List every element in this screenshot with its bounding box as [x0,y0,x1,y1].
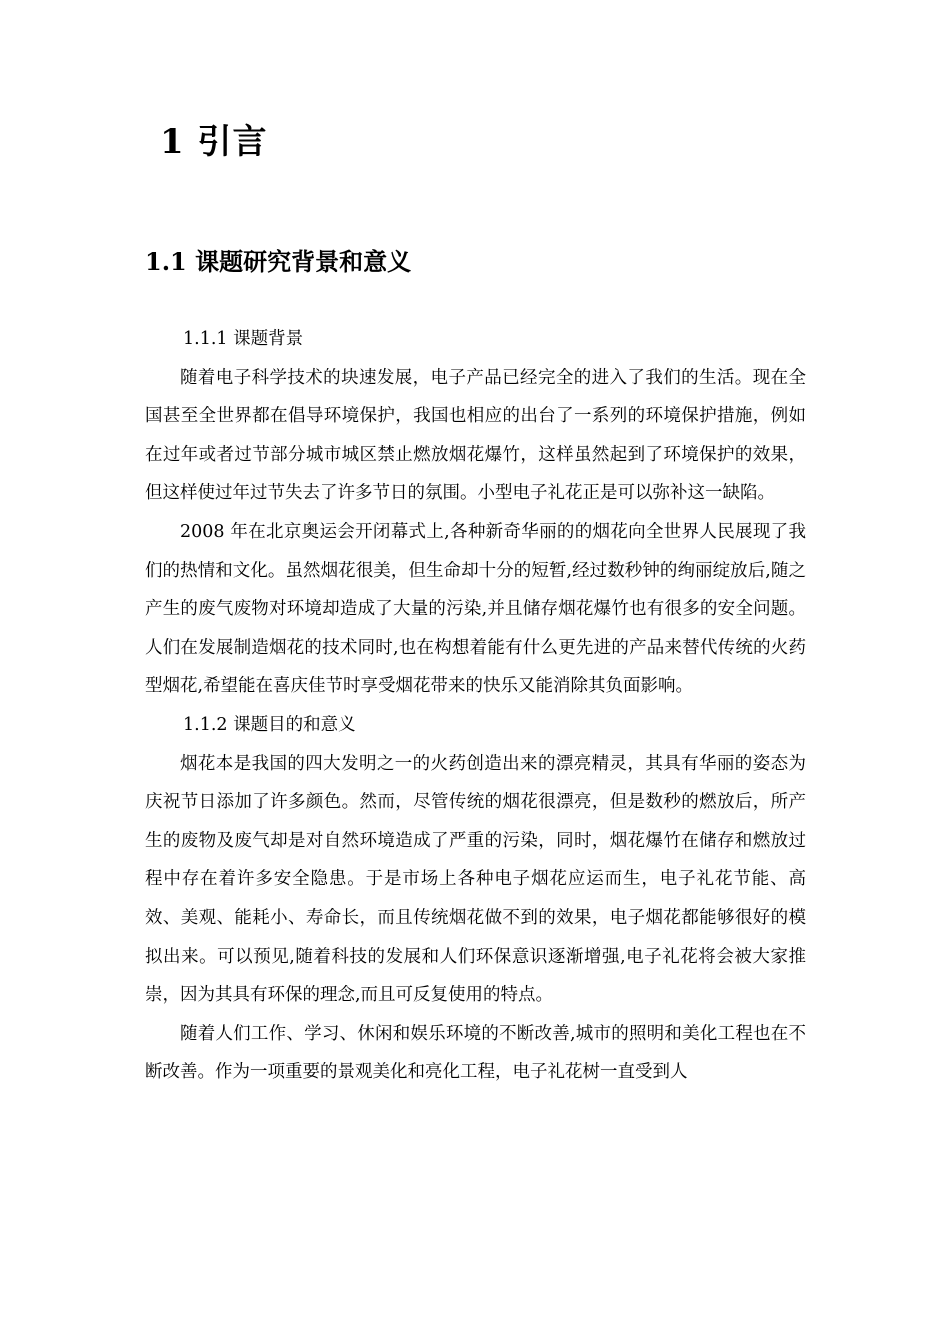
paragraph: 随着电子科学技术的块速发展，电子产品已经完全的进入了我们的生活。现在全国甚至全世界都在倡导环境保护，我国也相应的出台了一系列的环境保护措施，例如在过年或者过节部分城市城区禁止燃放烟花爆竹，这样虽然起到了环境保护的效果，但这样使过年过节失去了许多节日的氛围。小型电子礼花正是可以弥补这一缺陷。 [145,367,806,504]
subsection-title-purpose: 1.1.2 课题目的和意义 [183,714,356,735]
paragraph: 随着人们工作、学习、休闲和娱乐环境的不断改善,城市的照明和美化工程也在不断改善。作为一项重要的景观美化和亮化工程，电子礼花树一直受到人 [145,1023,806,1083]
subsection-title-background: 1.1.1 课题背景 [183,329,304,349]
paragraph: 2008 年在北京奥运会开闭幕式上,各种新奇华丽的的烟花向全世界人民展现了我们的热情和文化。虽然烟花很美，但生命却十分的短暂,经过数秒钟的绚丽绽放后,随之产生的废气废物对环境却造成了大量的污染,并且储存烟花爆竹也有很多的安全问题。人们在发展制造烟花的技术同时,也在构想着能有什么更先进的产品来替代传统的火药型烟花,希望能在喜庆佳节时享受烟花带来的快乐又能消除其负面影响。 [145,521,806,697]
body-text [145,320,806,1092]
section-title: 1.1 课题研究背景和意义 [145,247,412,276]
chapter-title: 1 引言 [160,122,268,162]
paragraph: 烟花本是我国的四大发明之一的火药创造出来的漂亮精灵，其具有华丽的姿态为庆祝节日添加了许多颜色。然而，尽管传统的烟花很漂亮，但是数秒的燃放后，所产生的废物及废气却是对自然环境造成了严重的污染，同时，烟花爆竹在储存和燃放过程中存在着许多安全隐患。于是市场上各种电子烟花应运而生，电子礼花节能、高效、美观、能耗小、寿命长，而且传统烟花做不到的效果，电子烟花都能够很好的模拟出来。可以预见,随着科技的发展和人们环保意识逐渐增强,电子礼花将会被大家推崇，因为其具有环保的理念,而且可反复使用的特点。 [145,753,806,1006]
